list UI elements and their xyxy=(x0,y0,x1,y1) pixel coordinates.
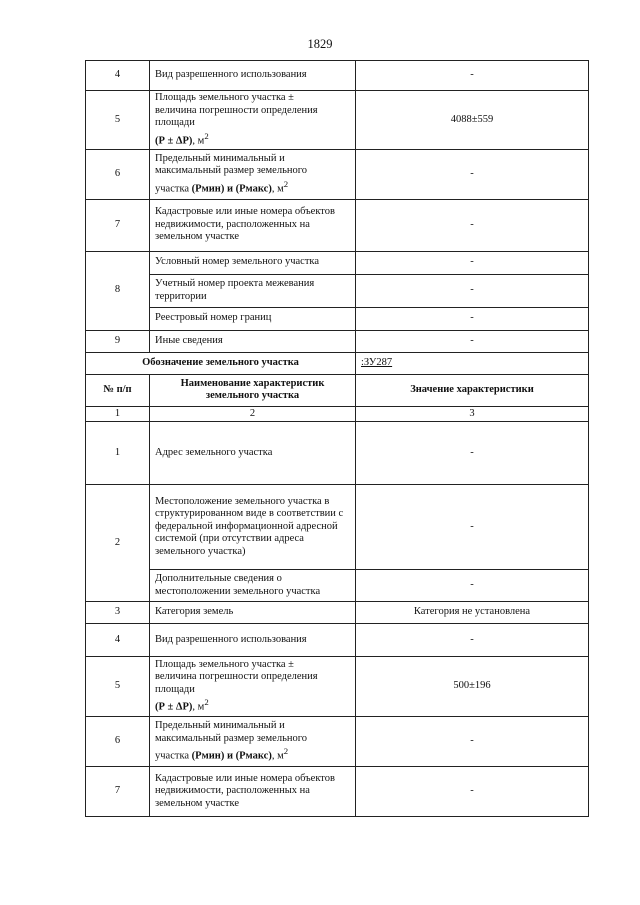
row-name: Дополнительные сведения о местоположении земельного участка xyxy=(150,570,356,602)
row-value: - xyxy=(356,307,589,330)
row-value: - xyxy=(356,422,589,485)
table-row xyxy=(86,307,589,330)
row-number: 9 xyxy=(86,330,150,352)
row-number: 4 xyxy=(86,61,150,91)
row-name: Категория земель xyxy=(150,602,356,624)
row-name: Учетный номер проекта межевания территории xyxy=(150,274,356,307)
table-row xyxy=(86,274,589,307)
row-number: 8 xyxy=(86,251,150,330)
designation-row xyxy=(86,352,589,374)
header-number: № п/п xyxy=(86,374,150,406)
row-value: Категория не установлена xyxy=(356,602,589,624)
table-row xyxy=(86,624,589,657)
row-number: 5 xyxy=(86,657,150,717)
table-row xyxy=(86,61,589,91)
row-name: Кадастровые или иные номера объектов недвижимости, расположенных на земельном участке xyxy=(150,199,356,251)
row-name: Иные сведения xyxy=(150,330,356,352)
row-name: Реестровый номер границ xyxy=(150,307,356,330)
column-numbers-row xyxy=(86,406,589,422)
row-name: Адрес земельного участка xyxy=(150,422,356,485)
row-value: - xyxy=(356,149,589,199)
page-number: 1829 xyxy=(307,37,333,51)
land-plot-table xyxy=(85,60,589,817)
row-name: Кадастровые или иные номера объектов недвижимости, расположенных на земельном участке xyxy=(150,767,356,817)
table-row xyxy=(86,91,589,150)
table-row xyxy=(86,199,589,251)
designation-value: :ЗУ287 xyxy=(356,352,589,374)
table-row xyxy=(86,251,589,274)
row-value: 500±196 xyxy=(356,657,589,717)
row-value: - xyxy=(356,717,589,767)
row-name: Вид разрешенного использования xyxy=(150,61,356,91)
row-value: - xyxy=(356,251,589,274)
column-number: 1 xyxy=(86,406,150,422)
table-row xyxy=(86,330,589,352)
row-name: Площадь земельного участка ± величина погрешности определения площади (Р ± ΔР), $м^2$ xyxy=(150,91,356,150)
header-name: Наименование характеристик земельного участка xyxy=(150,374,356,406)
row-value: - xyxy=(356,61,589,91)
row-value: - xyxy=(356,570,589,602)
row-number: 7 xyxy=(86,199,150,251)
row-number: 5 xyxy=(86,91,150,150)
row-name: Вид разрешенного использования xyxy=(150,624,356,657)
row-value: - xyxy=(356,199,589,251)
table-row xyxy=(86,422,589,485)
row-value: - xyxy=(356,274,589,307)
table-row xyxy=(86,767,589,817)
row-number: 1 xyxy=(86,422,150,485)
row-name: Предельный минимальный и максимальный размер земельного участка (Рмин) и (Рмакс), $м^2$ xyxy=(150,717,356,767)
table-row xyxy=(86,570,589,602)
row-value: - xyxy=(356,330,589,352)
column-number: 2 xyxy=(150,406,356,422)
table-row xyxy=(86,602,589,624)
header-row xyxy=(86,374,589,406)
row-value: - xyxy=(356,767,589,817)
row-value: 4088±559 xyxy=(356,91,589,150)
header-value: Значение характеристики xyxy=(356,374,589,406)
row-name: Местоположение земельного участка в структурированном виде в соответствии с федеральной информационной адресной системой (при отсутствии адреса земельного участка) xyxy=(150,485,356,570)
row-number: 4 xyxy=(86,624,150,657)
column-number: 3 xyxy=(356,406,589,422)
row-number: 6 xyxy=(86,717,150,767)
row-name: Условный номер земельного участка xyxy=(150,251,356,274)
table-row xyxy=(86,717,589,767)
table-row xyxy=(86,485,589,570)
row-value: - xyxy=(356,624,589,657)
row-name: Предельный минимальный и максимальный размер земельного участка (Рмин) и (Рмакс), $м^2$ xyxy=(150,149,356,199)
row-number: 3 xyxy=(86,602,150,624)
row-number: 6 xyxy=(86,149,150,199)
table-row xyxy=(86,657,589,717)
row-number: 7 xyxy=(86,767,150,817)
designation-label: Обозначение земельного участка xyxy=(86,352,356,374)
table-row xyxy=(86,149,589,199)
row-number: 2 xyxy=(86,485,150,602)
row-value: - xyxy=(356,485,589,570)
row-name: Площадь земельного участка ± величина погрешности определения площади (Р ± ΔР), $м^2$ xyxy=(150,657,356,717)
